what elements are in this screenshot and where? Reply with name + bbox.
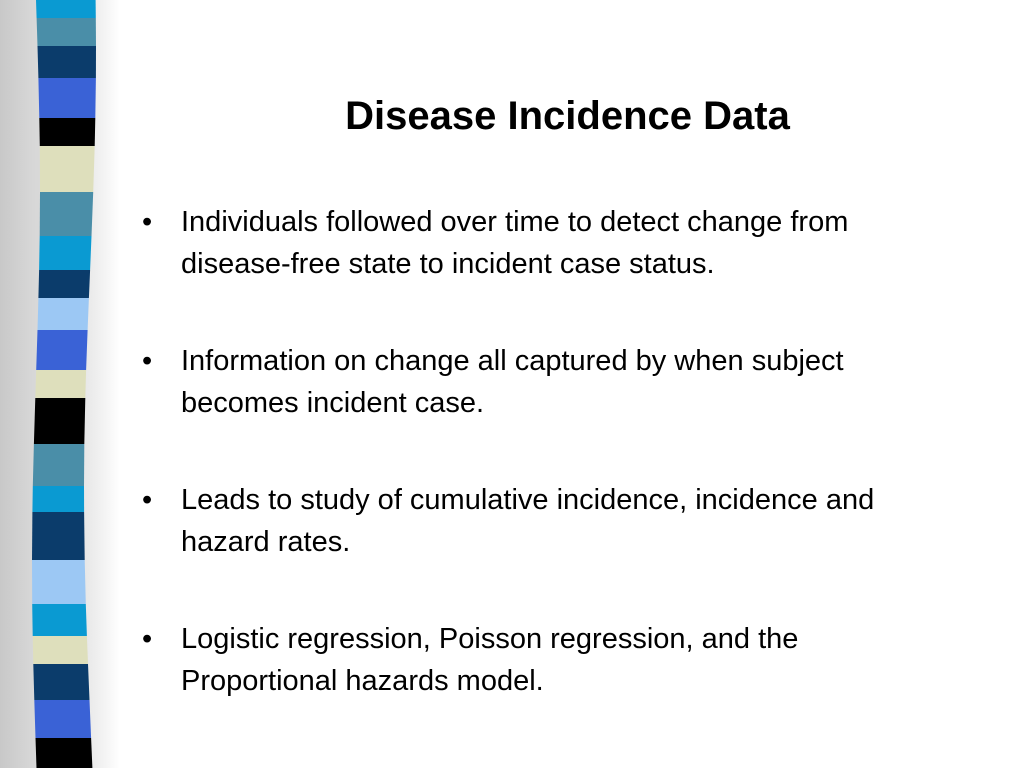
ribbon-band xyxy=(32,486,84,512)
bullet-item-2 xyxy=(140,340,960,424)
ribbon-band xyxy=(32,512,85,560)
bullet-icon: • xyxy=(142,484,153,516)
decorative-ribbon xyxy=(0,0,120,768)
ribbon-band xyxy=(33,444,85,486)
bullet-text: Individuals followed over time to detect change from disease-free state to incident case status. xyxy=(181,206,849,280)
bullet-icon: • xyxy=(142,345,153,377)
ribbon-band xyxy=(38,78,96,118)
bullet-text: Logistic regression, Poisson regression, and the Proportional hazards model. xyxy=(181,623,799,697)
ribbon-band xyxy=(33,636,88,664)
ribbon-band xyxy=(35,370,86,398)
bullet-item-3 xyxy=(140,479,960,563)
ribbon-band xyxy=(34,700,91,738)
ribbon-band xyxy=(33,664,89,700)
ribbon-band xyxy=(37,18,96,46)
bullet-text: Information on change all captured by when subject becomes incident case. xyxy=(181,345,844,419)
ribbon-band xyxy=(40,192,93,236)
bullet-item-1 xyxy=(140,201,960,285)
ribbon-band xyxy=(36,0,96,18)
slide-title: Disease Incidence Data xyxy=(345,94,790,138)
ribbon-band xyxy=(36,738,93,768)
ribbon-band xyxy=(40,146,95,192)
bullet-list xyxy=(140,201,960,757)
bullet-text: Leads to study of cumulative incidence, incidence and hazard rates. xyxy=(181,484,875,558)
ribbon-band xyxy=(32,560,86,604)
bullet-icon: • xyxy=(142,623,153,655)
ribbon-band xyxy=(39,236,91,270)
ribbon-band xyxy=(38,298,89,330)
ribbon-band xyxy=(38,270,90,298)
bullet-item-4 xyxy=(140,618,960,702)
ribbon-band xyxy=(38,46,97,78)
bullet-icon: • xyxy=(142,206,153,238)
ribbon-band xyxy=(36,330,87,370)
ribbon-band xyxy=(34,398,85,444)
ribbon-band xyxy=(32,604,87,636)
ribbon-band xyxy=(39,118,95,146)
